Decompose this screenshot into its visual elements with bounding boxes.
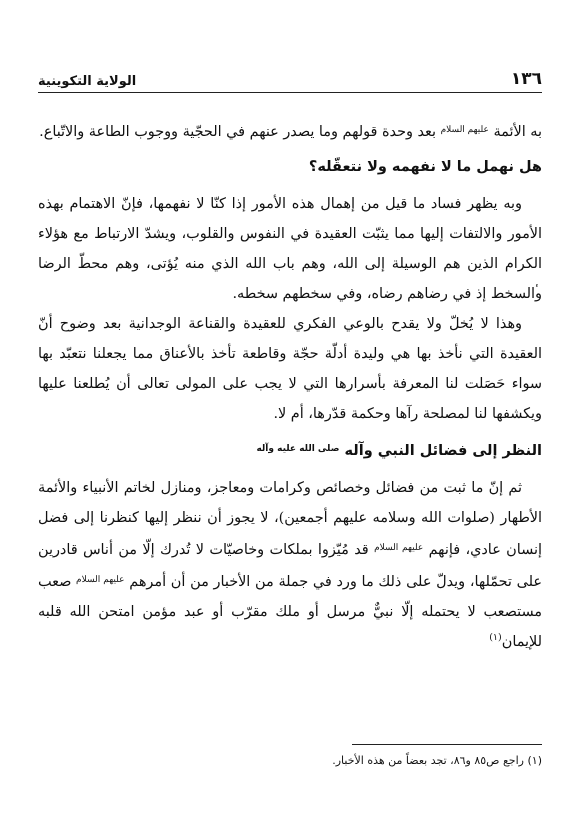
book-page bbox=[38, 62, 542, 812]
footnote-ref[interactable]: (١) bbox=[489, 632, 502, 644]
paragraph-4-part-1: ثم إنّ ما ثبت من فضائل وخصائص وكرامات ومعاجز، ومنازل لخاتم الأنبياء والأئمة الأطهار (صلوات الله وسلامه عليهم أجمعين)، لا يجوز أن ننظر إليها كنظرنا إلى فضل إنسان عادي، فإنهم bbox=[38, 480, 542, 558]
honorific-mark: عليهم السلام bbox=[440, 125, 489, 135]
page-header bbox=[38, 62, 542, 93]
footnotes bbox=[38, 744, 542, 769]
footnote-1-text: راجع ص٨٥ و٨٦، تجد بعضاً من هذه الأخبار. bbox=[332, 754, 524, 767]
footnote-divider bbox=[352, 744, 542, 745]
paragraph-1-rest: بعد وحدة قولهم وما يصدر عنهم في الحجّية ووجوب الطاعة والاتّباع. bbox=[39, 124, 437, 140]
running-title: الولاية التكوينية bbox=[38, 74, 137, 89]
section-heading-2-text: النظر إلى فضائل النبي وآله bbox=[344, 443, 542, 459]
honorific-mark-3: عليهم السلام bbox=[76, 575, 125, 585]
footnote-1-mark: (١) bbox=[527, 754, 542, 767]
paragraph-1 bbox=[38, 115, 542, 147]
section-heading-2 bbox=[38, 437, 542, 463]
honorific-mark-2: عليهم السلام bbox=[374, 543, 424, 553]
paragraph-1-start: به الأئمة bbox=[493, 124, 542, 140]
page-body bbox=[38, 115, 542, 657]
paragraph-4-part-2: قد مُيّزوا بملكات وخاصيّات لا تُدرك إلّا من أناس قادرين على تحمّلها، ويدلّ على ذلك ما ورد في جملة من الأخبار من أن أمرهم bbox=[38, 542, 542, 590]
footnote-1 bbox=[38, 753, 542, 769]
section-heading-1: هل نهمل ما لا نفهمه ولا نتعقّله؟ bbox=[308, 159, 542, 175]
paragraph-4-part-3: صعب مستصعب لا يحتمله إلّا نبيٌّ مرسل أو ملك مقرّب أو عبد مؤمن امتحن الله قلبه للإيمان bbox=[38, 574, 542, 650]
page-number: ١٣٦ bbox=[510, 69, 542, 89]
honorific-prophet-mark: صلى الله عليه وآله bbox=[256, 444, 340, 454]
paragraph-3: وهذا لا يُخلّ ولا يقدح بالوعي الفكري للعقيدة والقناعة الوجدانية بعد وضوح أنّ العقيدة التي نأخذ بها هي وليدة أدلّة حجّة وقاطعة تأخذ بالأعناق مما يجعلنا نتعبّد بها سواء حَصَلت لنا المعرفة بأسرارها التي لا يجب على المولى تعالى أن يُطلعنا عليها ويكشفها لنا لمصلحة رآها وحكمة قدّرها، أم لا. bbox=[38, 316, 542, 422]
paragraph-2: وبه يظهر فساد ما قيل من إهمال هذه الأمور إذا كنّا لا نفهمها، فإنّ الاهتمام بهذه الأمور والالتفات إليها مما يثبّت العقيدة في النفوس والقلوب، ويشدّ الارتباط مع هؤلاء الكرام الذين هم الوسيلة إلى الله، وهم باب الله الذي منه يُؤتى، وهم محطّ الرضا والسخط إذ في رضاهم رضاه، وفي سخطهم سخطه. bbox=[38, 196, 542, 302]
paragraph-4 bbox=[38, 473, 542, 657]
